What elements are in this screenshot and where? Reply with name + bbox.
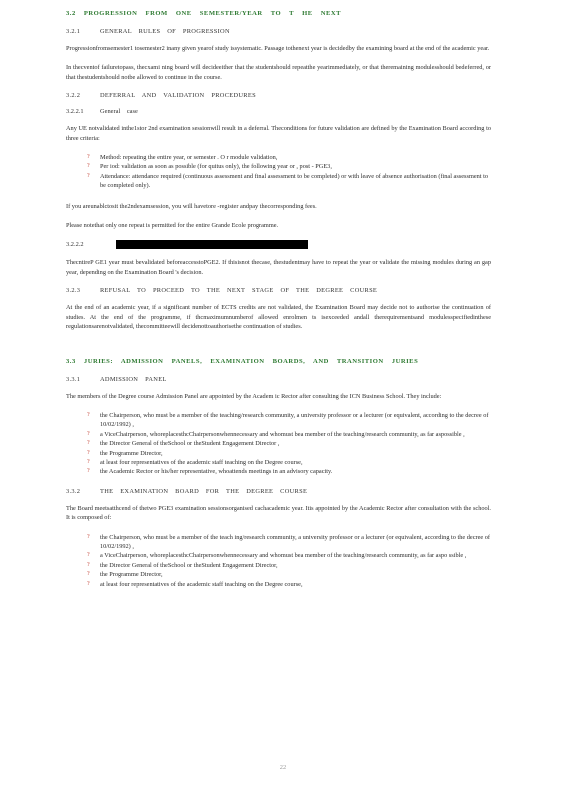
list-item-text: Method: repeating the entire year, or semester . O r module validation,	[100, 154, 278, 162]
section-3-2-1-heading	[66, 28, 491, 35]
bullet-list	[66, 533, 491, 589]
list-item	[66, 561, 491, 570]
paragraph: At the end of an academic year, if a significant number of ECTS credits are not validated, the Examination Board may decide not to authorise the continuation of studies. At the end of the programme, if thcmaximumnumberof allowed enrolmen ts isexceeded andall therequirementsand modulesspecifiedinthese regulationsarenotvalidated, thecommitteewill decidenottoauthorisethe continuation of studies.	[66, 304, 491, 331]
bullet-icon: ?	[87, 468, 90, 475]
section-3-3-2-title: THE EXAMINATION BOARD FOR THE DEGREE COURSE	[100, 487, 308, 495]
section-3-3-title: 3.3 JURIES: ADMISSION PANELS, EXAMINATION BOARDS, AND TRANSITION JURIES	[66, 357, 419, 365]
list-item	[66, 153, 491, 162]
paragraph: If you areunablctosit the2ndexamsession, you will havetore -register andpay thecorresponding fees.	[66, 202, 317, 210]
list-item-text: Per iod: validation as soon as possible (for quitus only), the following year or , post - PGE3,	[100, 163, 332, 171]
list-item	[66, 533, 491, 552]
bullet-icon: ?	[87, 430, 90, 437]
list-item-text: the Programme Director,	[100, 449, 163, 457]
paragraph: The members of the Degree course Admission Panel are appointed by the Academ ic Rector after consulting the ICN Business School. They include:	[66, 392, 442, 400]
section-number: 3.2.1	[66, 28, 81, 35]
list-item-text: the Programme Director,	[100, 571, 163, 579]
section-3-2-1-title: GENERAL RULES OF PROGRESSION	[100, 28, 230, 35]
section-3-2-2-1-heading	[66, 108, 491, 115]
bullet-icon: ?	[87, 561, 90, 568]
bullet-icon: ?	[87, 580, 90, 587]
section-3-2-2-2-heading	[66, 240, 491, 249]
list-item-text: the Director General of theSchool or theStudent Engagement Director ,	[100, 440, 280, 448]
list-item	[66, 580, 491, 589]
bullet-list	[66, 411, 491, 477]
list-item	[66, 162, 491, 171]
paragraph: Any UE notvalidated inthe1stor 2nd examination sessionwill result in a deferral. Theconditions for future validation are defined by the Examination Board according to three criteria:	[66, 125, 491, 142]
section-3-2-2-1-title: General case	[100, 108, 138, 116]
section-number: 3.3.2	[66, 487, 81, 495]
section-3-2-3-heading	[66, 287, 491, 294]
section-3-3-2-heading	[66, 488, 491, 495]
list-item-text: the Chairperson, who must be a member of the teaching/research community, a university professor or a lecturer (or equivalent, according to the decree of 10/02/1992) ,	[100, 411, 489, 429]
list-item-text: at least four representatives of the academic staff teaching on the Degree course,	[100, 580, 303, 588]
list-item-text: the Director General of theSchool or theStudent Engagement Director,	[100, 561, 278, 569]
bullet-icon: ?	[87, 458, 90, 465]
paragraph: ThecntireP GE1 year must bevalidated beforeaccesstoPGE2. If thisisnot thecase, thestudentmay have to repeat the year or validate the missing modules during an gap year, depending on the Examination Board 's decision.	[66, 259, 491, 276]
bullet-icon: ?	[87, 172, 90, 179]
list-item	[66, 467, 491, 476]
list-item-text: a ViceChairperson, whoreplacesthcChairpersonwhennecessary and whomust bea member of the teaching/research community, as far aspo ssible ,	[100, 552, 467, 560]
paragraph: In thecventof failuretopass, thecxami ning board will decideeither that the studentshould repeatthe yearimmediately, or that theremaining modulesshould bedeferred, or that thestudentshould notbe allowed to continue in the course.	[66, 64, 491, 81]
section-3-3-1-title: ADMISSION PANEL	[100, 375, 167, 383]
bullet-icon: ?	[87, 440, 90, 447]
document-body	[66, 10, 491, 600]
section-number: 3.2.3	[66, 287, 81, 295]
paragraph: The Board meetsatthcend of thetwo PGE3 examination sessionsorganised cachacademic year. Itis appointed by the Academic Rector after consultation with the school. It is composed of:	[66, 504, 491, 522]
bullet-icon: ?	[87, 449, 90, 456]
bullet-icon: ?	[87, 571, 90, 578]
list-item	[66, 449, 491, 458]
list-item	[66, 172, 491, 191]
redaction-bar	[116, 240, 308, 249]
section-3-2-2-title: DEFERRAL AND VALIDATION PROCEDURES	[100, 92, 256, 100]
bullet-icon: ?	[87, 411, 90, 418]
bullet-list	[66, 153, 491, 191]
section-3-2-title: 3.2 PROGRESSION FROM ONE SEMESTER/YEAR TO T HE NEXT	[66, 10, 342, 17]
list-item	[66, 439, 491, 448]
list-item	[66, 430, 491, 439]
bullet-icon: ?	[87, 552, 90, 559]
list-item	[66, 551, 491, 560]
bullet-icon: ?	[87, 533, 90, 540]
page-number: 22	[279, 764, 287, 771]
list-item-text: the Chairperson, who must be a member of the teach ing/research community, a university professor or a lecturer (or equivalent, according to the decree of 10/02/1992) ,	[100, 533, 491, 550]
section-3-3-1-heading	[66, 376, 491, 383]
paragraph: Please notethat only one repeat is permitted for the entire Grande Ecole programme.	[66, 222, 279, 230]
paragraph: Progressionfromsemester1 tosemester2 inany given yearof study issystematic. Passage tothenext year is decidedby the examining board at the end of the academic year.	[66, 45, 490, 52]
section-3-2-2-heading	[66, 92, 491, 99]
section-number: 3.2.2.2	[66, 241, 84, 249]
list-item-text: Attendance: attendance required (continuous assessment and final assessment to be completed) or with leave of absence authorisation (final assessment to be completed only).	[100, 172, 489, 190]
list-item	[66, 411, 491, 430]
list-item-text: the Academic Rector or his/her representative, whoattends meetings in an advisory capacity.	[100, 468, 333, 476]
list-item-text: a ViceChairperson, whoreplacesthcChairpersonwhennecessary and whomust bea member of the teaching/research community, as far aspossible ,	[100, 430, 465, 438]
section-number: 3.3.1	[66, 375, 81, 383]
section-3-2-3-title: REFUSAL TO PROCEED TO THE NEXT STAGE OF THE DEGREE COURSE	[100, 287, 378, 295]
section-number: 3.2.2	[66, 92, 81, 100]
list-item-text: at least four representatives of the academic staff teaching on the Degree course,	[100, 458, 303, 466]
bullet-icon: ?	[87, 163, 90, 170]
list-item	[66, 570, 491, 579]
list-item	[66, 458, 491, 467]
bullet-icon: ?	[87, 154, 90, 161]
section-number: 3.2.2.1	[66, 108, 84, 116]
